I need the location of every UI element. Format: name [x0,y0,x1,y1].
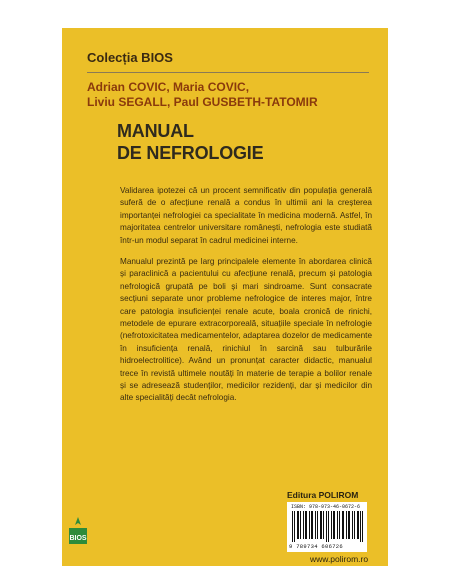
publisher-name: Editura POLIROM [287,490,359,500]
description-paragraph-2: Manualul prezintă pe larg principalele elemente în abordarea clinică și paraclinică a pacientului cu afecțiune renală, precum și patologia nefrologică grupată pe boli și mari sindroame. Sunt consacrate secțiuni separate unor probleme nefrologice de interes major, între care patologia insuficienței renale acute, boala cronică de rinichi, metodele de epurare extracorporeală, situațiile speciale în nefrologie (nefrotoxicitatea medicamentelor, adaptarea dozelor de medicamente în insuficiența renală, rinichiul în sarcină sau tulburările hidroelectrolitice). Având un pronunțat caracter didactic, manualul trece în revistă ultimele noutăți în materie de terapie a bolilor renale și se adresează studenților, medicilor rezidenți, dar și medicilor din alte specialități decât nefrologia. [120,257,372,403]
barcode [287,502,367,552]
title-line-2: DE NEFROLOGIE [117,143,264,163]
authors-line-2: Liviu SEGALL, Paul GUSBETH-TATOMIR [87,95,318,109]
logo-text: BIOS [69,535,87,542]
series-name: Colecția BIOS [87,50,173,65]
authors [87,80,377,110]
title-line-1: MANUAL [117,121,194,141]
isbn: ISBN: 978-973-46-0672-6 [291,504,361,510]
barcode-bars [291,511,363,542]
barcode-number: 9 789734 606726 [289,543,344,550]
book-back-cover [62,28,388,566]
bios-logo-icon [66,516,90,548]
book-title [117,120,263,164]
divider [87,72,369,73]
publisher-website: www.polirom.ro [310,554,369,564]
authors-line-1: Adrian COVIC, Maria COVIC, [87,80,250,94]
description-paragraph-1: Validarea ipotezei că un procent semnificativ din populația generală suferă de o afecțiune renală a condus în ultimii ani la creșterea importanței nefrologiei ca specialitate în medicina modernă. Astfel, în majoritatea centrelor universitare românești, nefrologia este studiată într-un modul separat în cadrul medicinei interne. [120,186,372,245]
